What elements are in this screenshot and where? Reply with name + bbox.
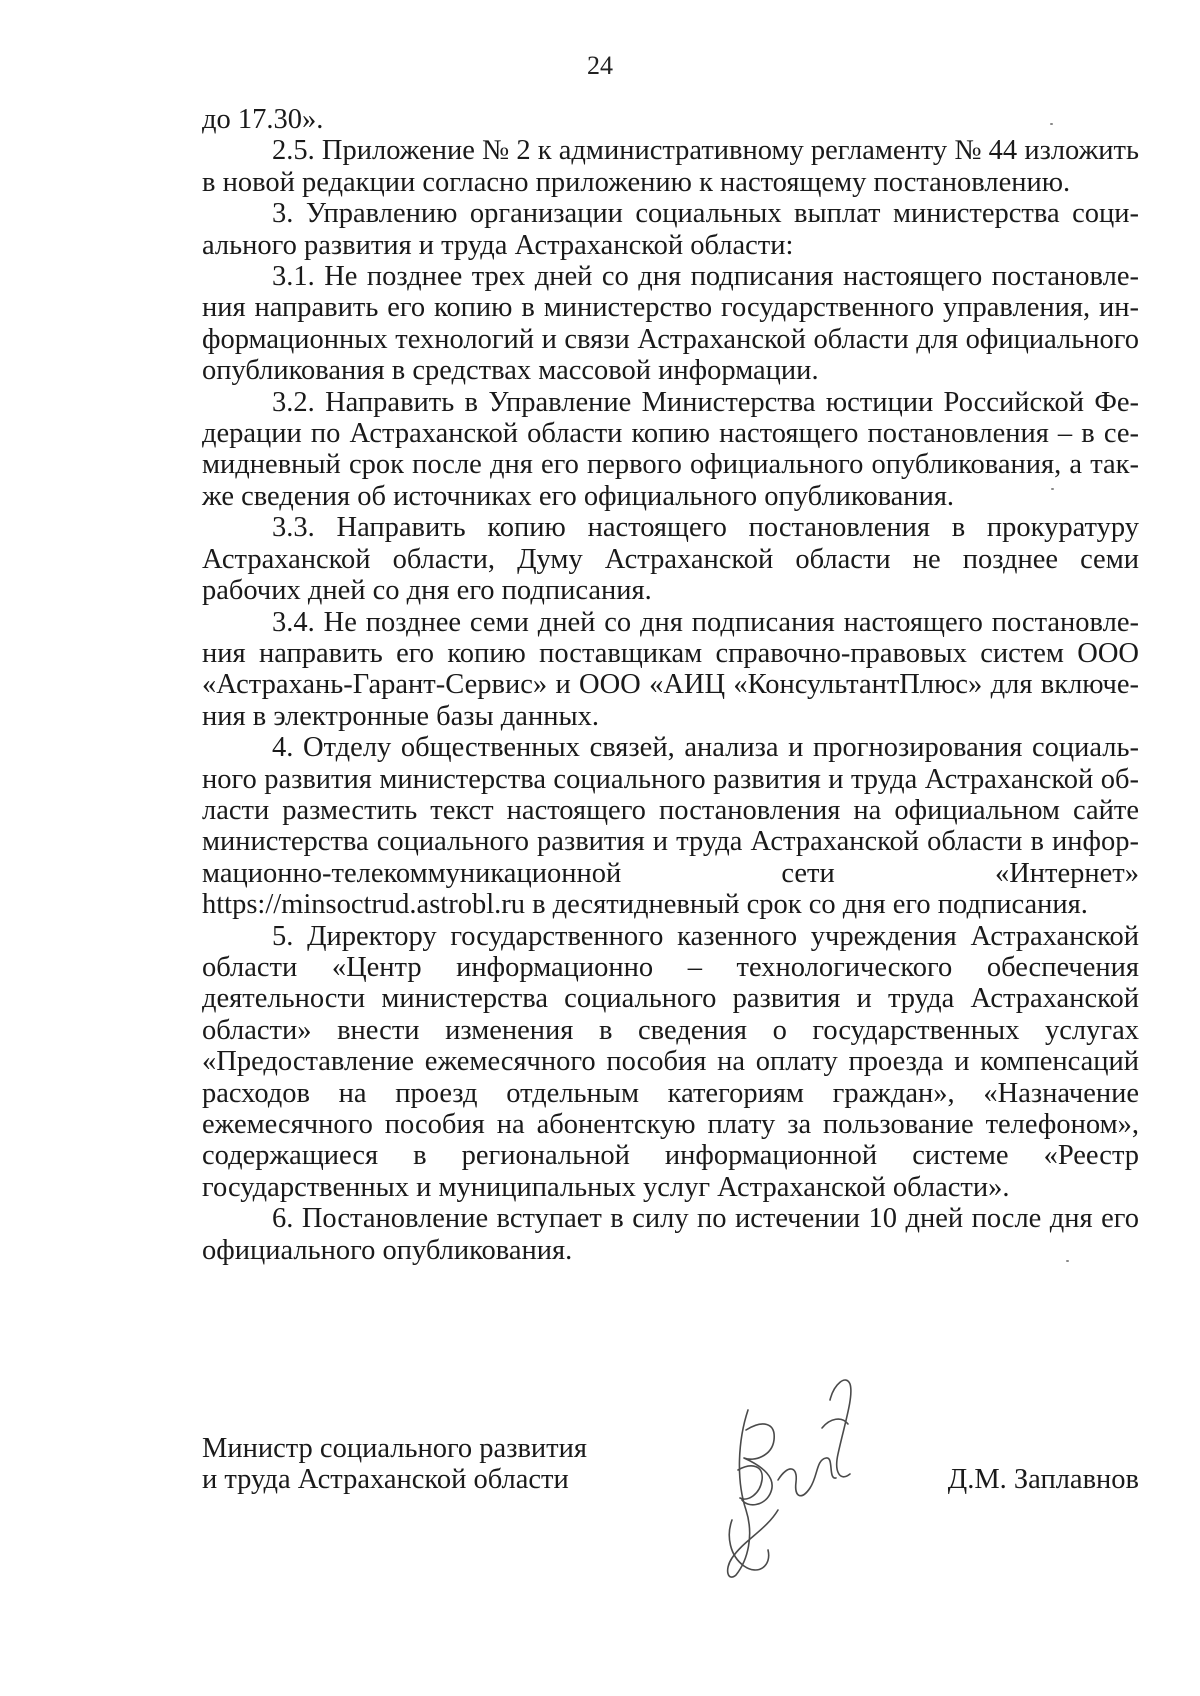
paragraph-continuation: до 17.30».	[202, 104, 324, 135]
paragraph-2-5: 2.5. Приложение № 2 к административному регламенту № 44 изложить в новой редакции согласно приложению к настоящему постановлению.	[202, 135, 1139, 198]
handwritten-signature	[718, 1370, 868, 1585]
position-line-1: Министр социального развития	[202, 1433, 587, 1464]
paragraph-6: 6. Постановление вступает в силу по истечении 10 дней после дня его официального опубликования.	[202, 1203, 1139, 1266]
signatory-position	[202, 1433, 587, 1496]
paragraph-3: 3. Управлению организации социальных выплат министерства социального развития и труда Астраханской области:	[202, 198, 1139, 261]
scan-speck	[1066, 1260, 1069, 1262]
paragraph-3-3: 3.3. Направить копию настоящего постановления в прокуратуру Астраханской области, Думу Астраханской области не позднее семи рабочих дней со дня его подписания.	[202, 512, 1139, 607]
position-line-2: и труда Астраханской области	[202, 1464, 569, 1496]
document-body	[202, 104, 1139, 1266]
paragraph-5: 5. Директору государственного казенного учреждения Астраханской области «Центр информационно – технологического обеспечения деятельности министерства социального развития и труда Астраханской области» внести изменения в сведения о государственных услугах «Предоставление ежемесячного пособия на оплату проезда и компенсаций расходов на проезд отдельным категориям граждан», «Назначение ежемесячного пособия на абонентскую плату за пользование телефоном», содержащиеся в региональной информационной системе «Реестр государственных и муниципальных услуг Астраханской области».	[202, 920, 1139, 1203]
scan-speck	[1050, 123, 1053, 125]
signature-block	[202, 1433, 1139, 1503]
page-number: 24	[587, 51, 613, 80]
paragraph-3-2: 3.2. Направить в Управление Министерства юстиции Российской Федерации по Астраханской области копию настоящего постановления – в семидневный срок после дня его первого официального опубликования, а также сведения об источниках его официального опубликования.	[202, 386, 1139, 512]
paragraph-3-1: 3.1. Не позднее трех дней со дня подписания настоящего постановления направить его копию в министерство государственного управления, информационных технологий и связи Астраханской области для официального опубликования в средствах массовой информации.	[202, 261, 1139, 387]
signature-icon	[718, 1370, 868, 1585]
paragraph-3-4: 3.4. Не позднее семи дней со дня подписания настоящего постановления направить его копию поставщикам справочно-правовых систем ООО «Астрахань-Гарант-Сервис» и ООО «АИЦ «КонсультантПлюс» для включения в электронные базы данных.	[202, 606, 1139, 732]
scan-speck	[1051, 488, 1054, 490]
paragraph-4: 4. Отделу общественных связей, анализа и прогнозирования социального развития министерства социального развития и труда Астраханской области разместить текст настоящего постановления на официальном сайте министерства социального развития и труда Астраханской области в информационно-телекоммуникационной сети «Интернет» https://minsoctrud.astrobl.ru в десятидневный срок со дня его подписания.	[202, 732, 1139, 921]
signatory-name: Д.М. Заплавнов	[947, 1464, 1139, 1495]
